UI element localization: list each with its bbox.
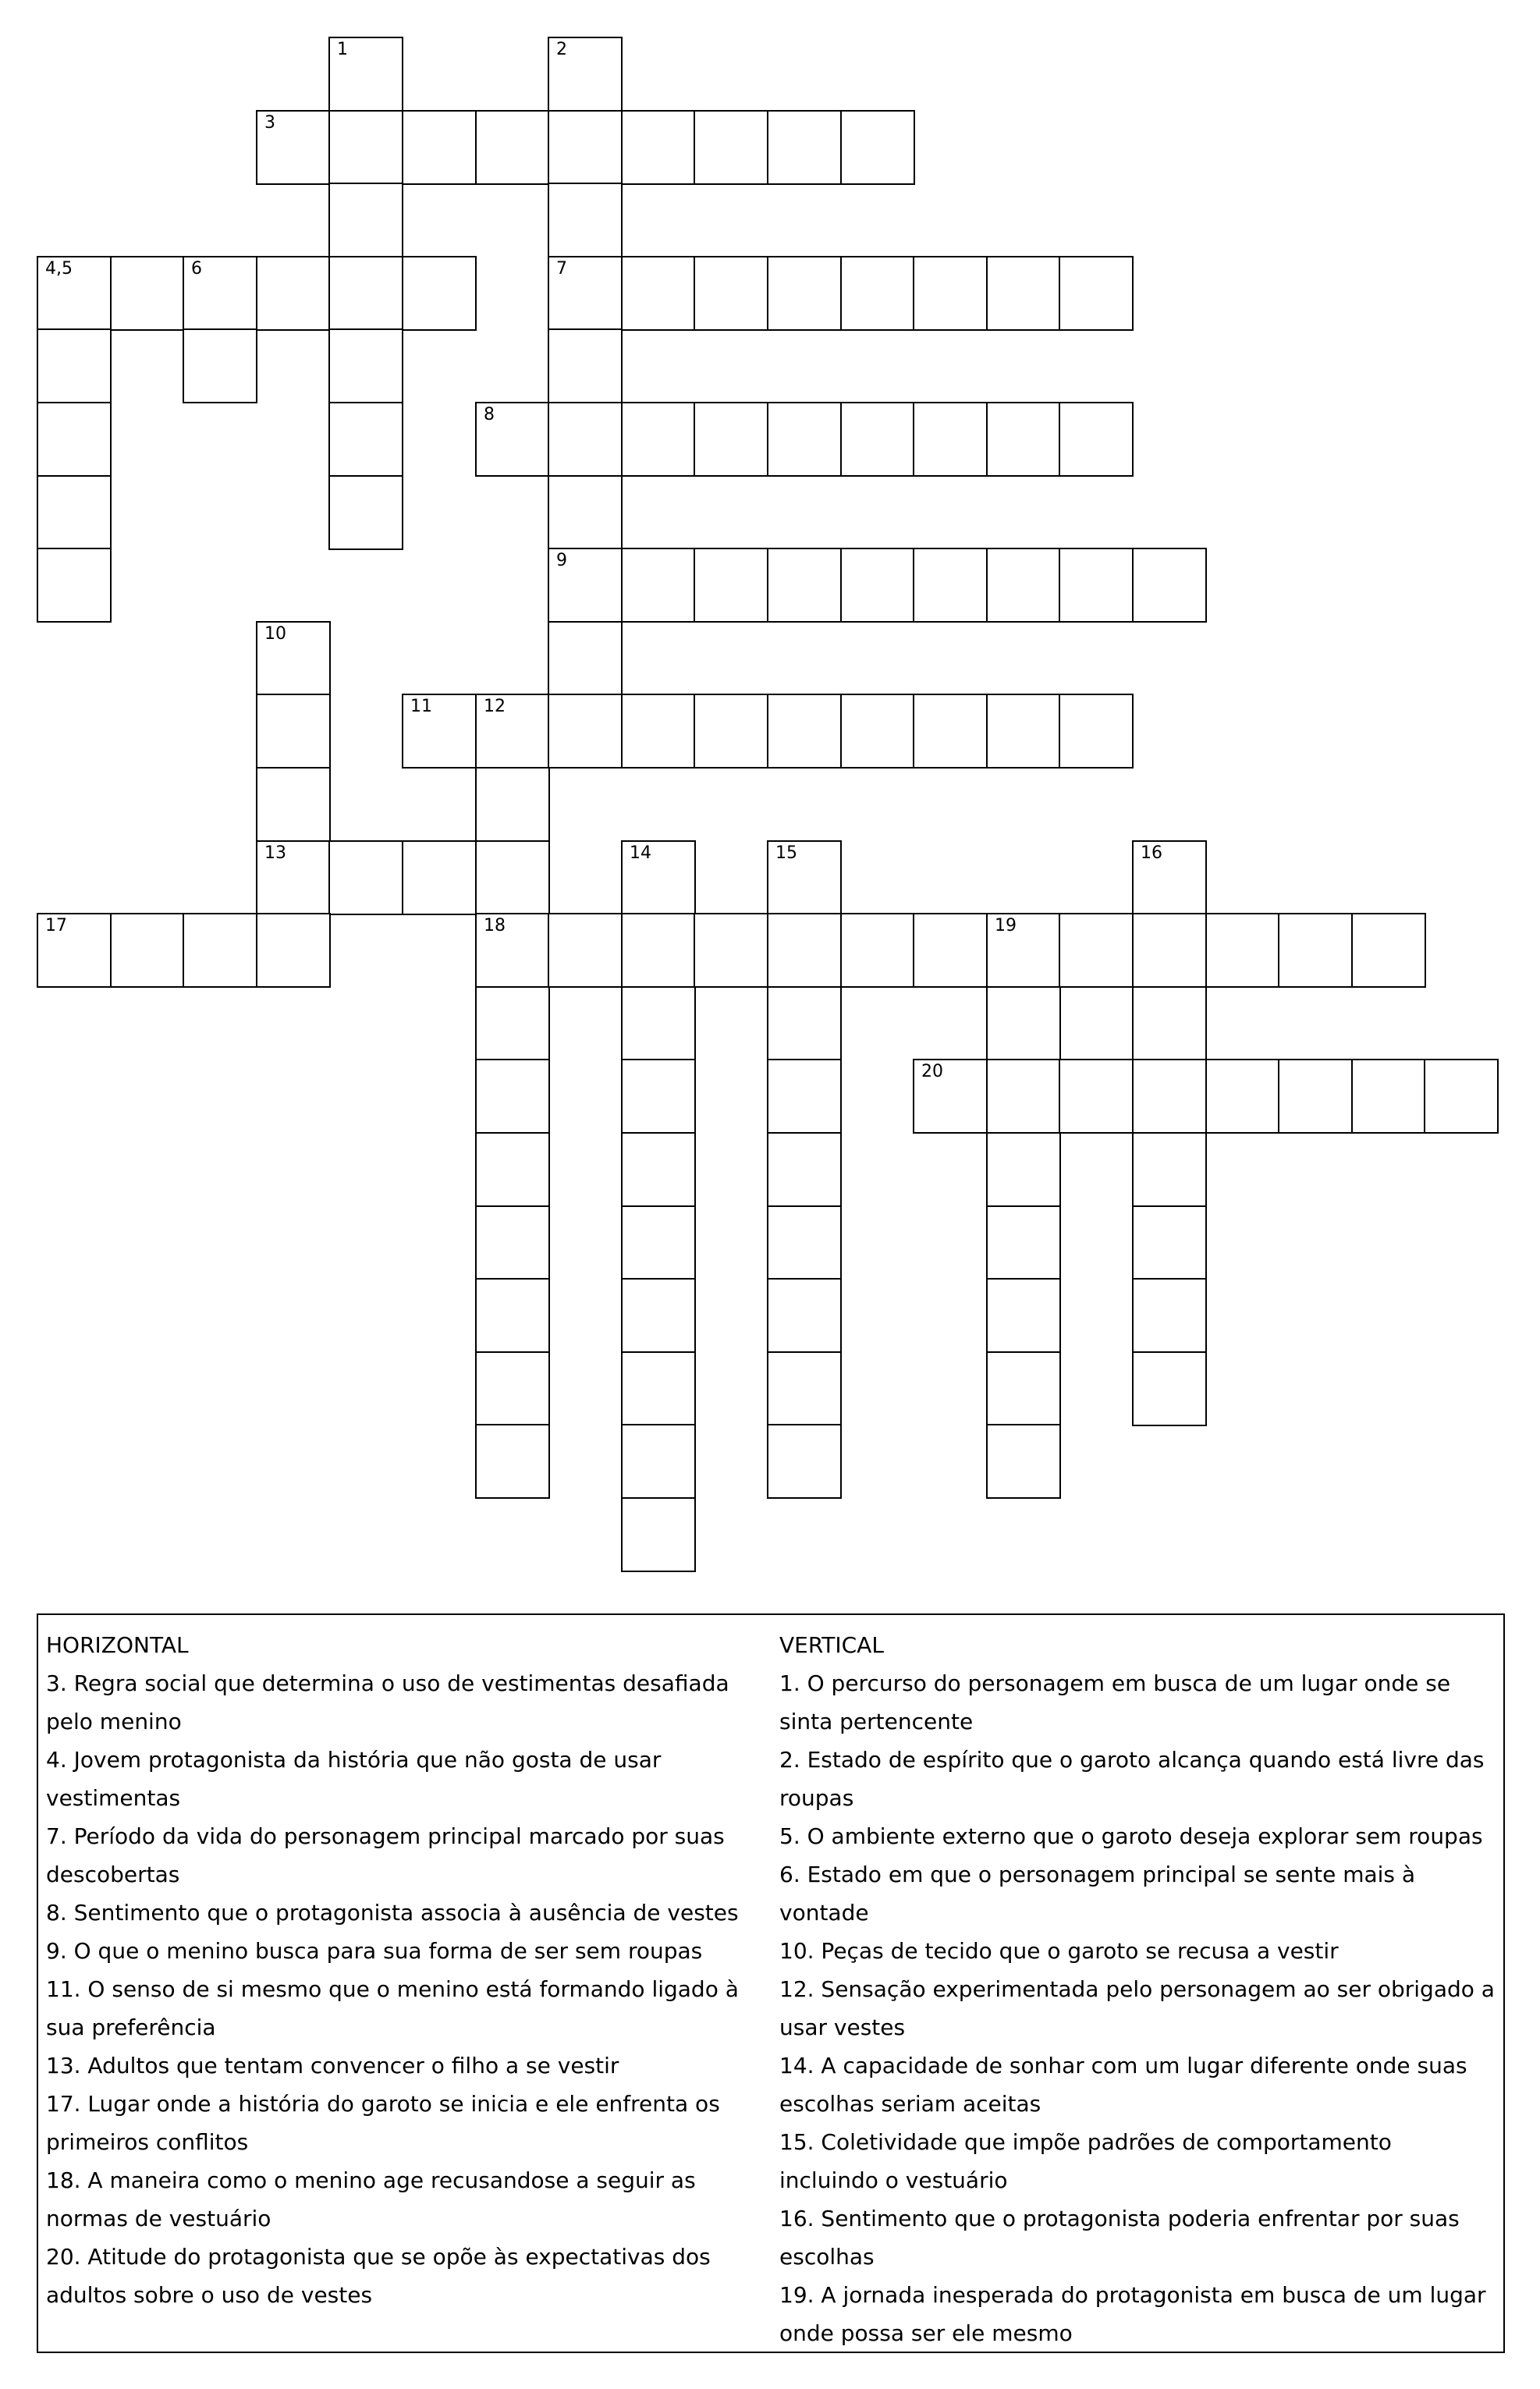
grid-cell[interactable] bbox=[913, 548, 988, 623]
grid-cell[interactable] bbox=[475, 1278, 550, 1353]
grid-cell[interactable] bbox=[1059, 694, 1134, 769]
grid-cell[interactable] bbox=[621, 1351, 696, 1426]
grid-cell[interactable] bbox=[767, 694, 842, 769]
clue-h-11: 11. O senso de si mesmo que o menino está formando ligado à sua preferência bbox=[46, 1976, 739, 2040]
grid-cell[interactable] bbox=[1059, 402, 1134, 477]
clue-v-12: 12. Sensação experimentada pelo personagem ao ser obrigado a usar vestes bbox=[779, 1976, 1495, 2040]
clue-v-2: 2. Estado de espírito que o garoto alcança quando está livre das roupas bbox=[779, 1747, 1485, 1811]
grid-cell[interactable] bbox=[767, 256, 842, 331]
grid-cell[interactable] bbox=[986, 694, 1061, 769]
clue-number: 14 bbox=[630, 843, 651, 863]
grid-cell[interactable] bbox=[767, 548, 842, 623]
grid-cell[interactable] bbox=[767, 1059, 842, 1134]
grid-cell[interactable] bbox=[1059, 913, 1134, 988]
grid-cell[interactable] bbox=[621, 256, 696, 331]
grid-cell[interactable] bbox=[986, 1351, 1061, 1426]
horizontal-clues-column bbox=[46, 1626, 779, 2314]
grid-cell[interactable] bbox=[621, 110, 696, 185]
grid-cell[interactable] bbox=[1351, 1059, 1426, 1134]
clue-number: 15 bbox=[775, 843, 797, 863]
horizontal-heading: HORIZONTAL bbox=[46, 1632, 189, 1658]
clue-v-5: 5. O ambiente externo que o garoto deseja explorar sem roupas bbox=[779, 1823, 1483, 1849]
grid-cell[interactable] bbox=[475, 1205, 550, 1280]
clue-h-13: 13. Adultos que tentam convencer o filho a se vestir bbox=[46, 2053, 619, 2078]
grid-cell[interactable] bbox=[37, 256, 112, 331]
grid-cell[interactable] bbox=[402, 694, 477, 769]
grid-cell[interactable] bbox=[256, 110, 331, 185]
grid-cell[interactable] bbox=[183, 256, 257, 331]
grid-cell[interactable] bbox=[767, 1278, 842, 1353]
clue-number: 8 bbox=[484, 405, 495, 424]
grid-cell[interactable] bbox=[328, 256, 403, 331]
clue-v-6: 6. Estado em que o personagem principal se sente mais à vontade bbox=[779, 1862, 1416, 1926]
grid-cell[interactable] bbox=[475, 694, 550, 769]
grid-cell[interactable] bbox=[694, 402, 768, 477]
grid-cell[interactable] bbox=[402, 840, 477, 915]
grid-cell[interactable] bbox=[694, 548, 768, 623]
grid-cell[interactable] bbox=[328, 475, 403, 550]
grid-cell[interactable] bbox=[548, 621, 623, 696]
grid-cell[interactable] bbox=[621, 694, 696, 769]
clue-number: 1 bbox=[337, 40, 348, 59]
grid-cell[interactable] bbox=[621, 1278, 696, 1353]
grid-cell[interactable] bbox=[621, 1424, 696, 1499]
clue-number: 7 bbox=[556, 259, 567, 279]
grid-cell[interactable] bbox=[1059, 548, 1134, 623]
grid-cell[interactable] bbox=[475, 986, 550, 1061]
clue-number: 3 bbox=[264, 113, 275, 133]
grid-cell[interactable] bbox=[986, 1059, 1061, 1134]
clue-number: 13 bbox=[264, 843, 286, 863]
clues-box bbox=[37, 1613, 1505, 2353]
grid-cell[interactable] bbox=[1424, 1059, 1499, 1134]
grid-cell[interactable] bbox=[1278, 1059, 1353, 1134]
grid-cell[interactable] bbox=[767, 913, 842, 988]
grid-cell[interactable] bbox=[548, 328, 623, 403]
grid-cell[interactable] bbox=[1132, 1278, 1207, 1353]
grid-cell[interactable] bbox=[328, 840, 403, 915]
vertical-heading: VERTICAL bbox=[779, 1632, 884, 1658]
grid-cell[interactable] bbox=[621, 548, 696, 623]
clue-number: 2 bbox=[556, 40, 567, 59]
clue-number: 17 bbox=[45, 916, 67, 935]
grid-cell[interactable] bbox=[1205, 913, 1280, 988]
clue-number: 20 bbox=[921, 1062, 943, 1081]
grid-cell[interactable] bbox=[110, 256, 185, 331]
grid-cell[interactable] bbox=[37, 548, 112, 623]
grid-cell[interactable] bbox=[986, 402, 1061, 477]
grid-cell[interactable] bbox=[328, 110, 403, 185]
grid-cell[interactable] bbox=[694, 694, 768, 769]
clue-h-8: 8. Sentimento que o protagonista associa à ausência de vestes bbox=[46, 1900, 739, 1926]
grid-cell[interactable] bbox=[548, 548, 623, 623]
grid-cell[interactable] bbox=[840, 913, 915, 988]
grid-cell[interactable] bbox=[694, 110, 768, 185]
grid-cell[interactable] bbox=[1132, 1059, 1207, 1134]
grid-cell[interactable] bbox=[986, 1278, 1061, 1353]
grid-cell[interactable] bbox=[475, 1351, 550, 1426]
grid-cell[interactable] bbox=[913, 913, 988, 988]
grid-cell[interactable] bbox=[548, 402, 623, 477]
clue-h-18: 18. A maneira como o menino age recusandose a seguir as normas de vestuário bbox=[46, 2167, 696, 2231]
clue-number: 10 bbox=[264, 624, 286, 644]
grid-cell[interactable] bbox=[548, 183, 623, 257]
grid-cell[interactable] bbox=[621, 1059, 696, 1134]
grid-cell[interactable] bbox=[767, 402, 842, 477]
grid-cell[interactable] bbox=[1278, 913, 1353, 988]
grid-cell[interactable] bbox=[694, 256, 768, 331]
grid-cell[interactable] bbox=[913, 1059, 988, 1134]
grid-cell[interactable] bbox=[621, 1205, 696, 1280]
grid-cell[interactable] bbox=[256, 621, 331, 696]
grid-cell[interactable] bbox=[840, 256, 915, 331]
clue-v-10: 10. Peças de tecido que o garoto se recusa a vestir bbox=[779, 1938, 1339, 1964]
grid-cell[interactable] bbox=[1059, 256, 1134, 331]
clue-h-3: 3. Regra social que determina o uso de vestimentas desafiada pelo menino bbox=[46, 1670, 729, 1734]
grid-cell[interactable] bbox=[767, 1424, 842, 1499]
clue-h-20: 20. Atitude do protagonista que se opõe às expectativas dos adultos sobre o uso de vestes bbox=[46, 2244, 711, 2308]
grid-cell[interactable] bbox=[110, 913, 185, 988]
grid-cell[interactable] bbox=[37, 402, 112, 477]
grid-cell[interactable] bbox=[548, 913, 623, 988]
grid-cell[interactable] bbox=[475, 1424, 550, 1499]
clue-v-14: 14. A capacidade de sonhar com um lugar diferente onde suas escolhas seriam aceitas bbox=[779, 2053, 1467, 2117]
grid-cell[interactable] bbox=[986, 986, 1061, 1061]
grid-cell[interactable] bbox=[548, 475, 623, 550]
grid-cell[interactable] bbox=[1132, 548, 1207, 623]
grid-cell[interactable] bbox=[328, 402, 403, 477]
clue-number: 16 bbox=[1141, 843, 1162, 863]
grid-cell[interactable] bbox=[840, 110, 915, 185]
grid-cell[interactable] bbox=[37, 475, 112, 550]
grid-cell[interactable] bbox=[621, 986, 696, 1061]
grid-cell[interactable] bbox=[548, 256, 623, 331]
grid-cell[interactable] bbox=[475, 840, 550, 915]
grid-cell[interactable] bbox=[913, 402, 988, 477]
grid-cell[interactable] bbox=[256, 694, 331, 769]
clue-h-4: 4. Jovem protagonista da história que não gosta de usar vestimentas bbox=[46, 1747, 662, 1811]
grid-cell[interactable] bbox=[256, 913, 331, 988]
grid-cell[interactable] bbox=[621, 402, 696, 477]
clue-number: 18 bbox=[484, 916, 506, 935]
grid-cell[interactable] bbox=[1132, 986, 1207, 1061]
grid-cell[interactable] bbox=[986, 256, 1061, 331]
grid-cell[interactable] bbox=[694, 913, 768, 988]
grid-cell[interactable] bbox=[475, 1059, 550, 1134]
grid-cell[interactable] bbox=[840, 694, 915, 769]
clue-h-17: 17. Lugar onde a história do garoto se inicia e ele enfrenta os primeiros conflitos bbox=[46, 2091, 720, 2155]
grid-cell[interactable] bbox=[767, 986, 842, 1061]
grid-cell[interactable] bbox=[621, 913, 696, 988]
grid-cell[interactable] bbox=[840, 548, 915, 623]
grid-cell[interactable] bbox=[328, 183, 403, 257]
grid-cell[interactable] bbox=[402, 256, 477, 331]
grid-cell[interactable] bbox=[475, 1132, 550, 1207]
grid-cell[interactable] bbox=[1132, 913, 1207, 988]
grid-cell[interactable] bbox=[37, 913, 112, 988]
grid-cell[interactable] bbox=[37, 328, 112, 403]
clue-number: 11 bbox=[410, 697, 432, 716]
grid-cell[interactable] bbox=[328, 328, 403, 403]
grid-cell[interactable] bbox=[913, 256, 988, 331]
grid-cell[interactable] bbox=[475, 110, 550, 185]
grid-cell[interactable] bbox=[328, 37, 403, 112]
grid-cell[interactable] bbox=[183, 328, 257, 403]
grid-cell[interactable] bbox=[256, 256, 331, 331]
grid-cell[interactable] bbox=[986, 1132, 1061, 1207]
grid-cell[interactable] bbox=[913, 694, 988, 769]
grid-cell[interactable] bbox=[621, 840, 696, 915]
grid-cell[interactable] bbox=[621, 1132, 696, 1207]
clue-number: 12 bbox=[484, 697, 506, 716]
grid-cell[interactable] bbox=[256, 840, 331, 915]
clue-v-19: 19. A jornada inesperada do protagonista em busca de um lugar onde possa ser ele mesmo bbox=[779, 2282, 1486, 2346]
grid-cell[interactable] bbox=[767, 1132, 842, 1207]
grid-cell[interactable] bbox=[986, 548, 1061, 623]
clue-v-16: 16. Sentimento que o protagonista poderia enfrentar por suas escolhas bbox=[779, 2206, 1460, 2270]
clue-h-9: 9. O que o menino busca para sua forma de ser sem roupas bbox=[46, 1938, 703, 1964]
grid-cell[interactable] bbox=[475, 402, 550, 477]
grid-cell[interactable] bbox=[475, 767, 550, 842]
clue-h-7: 7. Período da vida do personagem principal marcado por suas descobertas bbox=[46, 1823, 725, 1887]
grid-cell[interactable] bbox=[840, 402, 915, 477]
grid-cell[interactable] bbox=[183, 913, 257, 988]
grid-cell[interactable] bbox=[548, 37, 623, 112]
grid-cell[interactable] bbox=[1132, 1205, 1207, 1280]
clue-number: 6 bbox=[191, 259, 202, 279]
grid-cell[interactable] bbox=[1132, 840, 1207, 915]
grid-cell[interactable] bbox=[548, 694, 623, 769]
grid-cell[interactable] bbox=[986, 1424, 1061, 1499]
grid-cell[interactable] bbox=[986, 913, 1061, 988]
grid-cell[interactable] bbox=[1205, 1059, 1280, 1134]
grid-cell[interactable] bbox=[767, 840, 842, 915]
clue-number: 9 bbox=[556, 551, 567, 570]
grid-cell[interactable] bbox=[1351, 913, 1426, 988]
clue-v-15: 15. Coletividade que impõe padrões de comportamento incluindo o vestuário bbox=[779, 2129, 1392, 2193]
grid-cell[interactable] bbox=[475, 913, 550, 988]
grid-cell[interactable] bbox=[548, 110, 623, 185]
clue-number: 4,5 bbox=[45, 259, 73, 279]
clue-number: 19 bbox=[995, 916, 1017, 935]
grid-cell[interactable] bbox=[986, 1205, 1061, 1280]
vertical-clues-column bbox=[779, 1626, 1497, 2352]
grid-cell[interactable] bbox=[767, 1351, 842, 1426]
grid-cell[interactable] bbox=[1059, 1059, 1134, 1134]
grid-cell[interactable] bbox=[402, 110, 477, 185]
clue-v-1: 1. O percurso do personagem em busca de um lugar onde se sinta pertencente bbox=[779, 1670, 1451, 1734]
grid-cell[interactable] bbox=[621, 1497, 696, 1572]
grid-cell[interactable] bbox=[767, 110, 842, 185]
grid-cell[interactable] bbox=[1132, 1132, 1207, 1207]
grid-cell[interactable] bbox=[256, 767, 331, 842]
grid-cell[interactable] bbox=[767, 1205, 842, 1280]
grid-cell[interactable] bbox=[1132, 1351, 1207, 1426]
